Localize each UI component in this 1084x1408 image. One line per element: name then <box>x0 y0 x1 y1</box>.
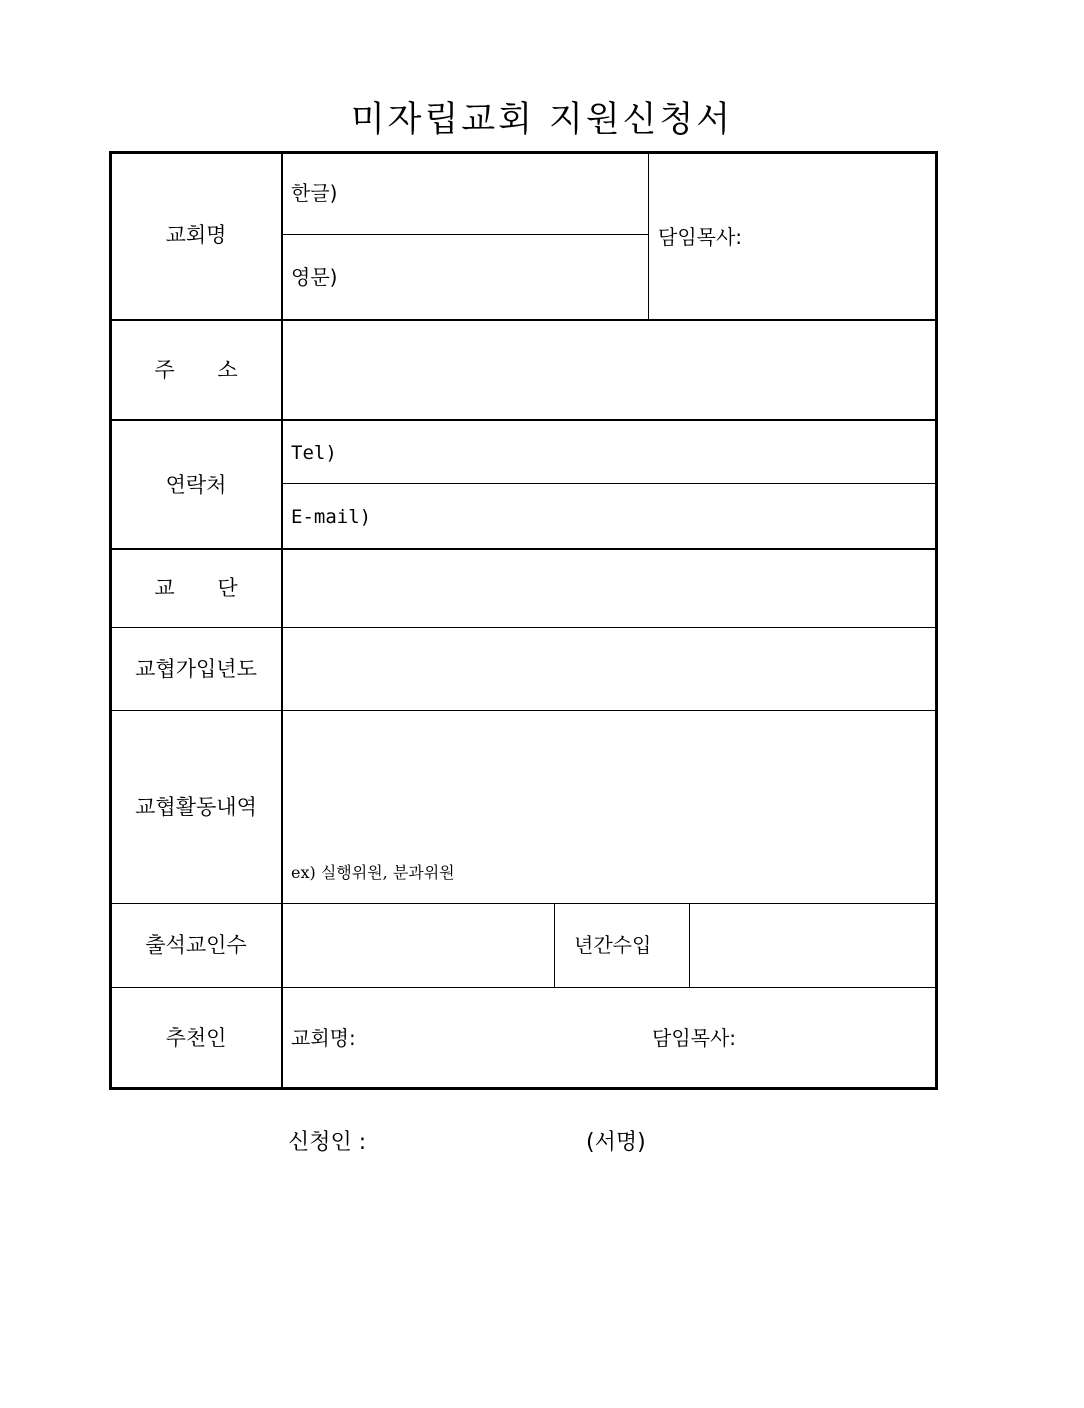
church-name-label: 교회명 <box>165 223 227 247</box>
activities-label: 교협활동내역 <box>135 795 257 819</box>
row-divider <box>109 419 938 421</box>
address-label: 주 소 <box>154 358 256 382</box>
denomination-label: 교 단 <box>154 576 256 600</box>
row-divider <box>109 319 938 321</box>
row-divider <box>109 710 938 711</box>
church-pastor-divider <box>648 151 649 320</box>
church-pastor: 담임목사: <box>658 225 743 249</box>
contact-tel: Tel) <box>291 442 337 464</box>
attendance-divider <box>554 903 555 987</box>
church-name-english: 영문) <box>291 265 338 289</box>
income-divider <box>689 903 690 987</box>
row-divider <box>109 627 938 628</box>
contact-divider <box>282 483 938 484</box>
church-name-divider <box>282 234 648 235</box>
contact-email: E-mail) <box>291 506 372 528</box>
recommender-label: 추천인 <box>165 1026 227 1050</box>
income-label: 년간수입 <box>574 933 652 957</box>
form-title: 미자립교회 지원신청서 <box>350 100 734 140</box>
recommender-church: 교회명: <box>291 1026 356 1050</box>
label-column-divider <box>281 151 283 1090</box>
attendance-label: 출석교인수 <box>145 933 247 957</box>
recommender-pastor: 담임목사: <box>652 1026 737 1050</box>
applicant-label: 신청인 : <box>288 1130 367 1155</box>
contact-label: 연락처 <box>165 473 227 497</box>
activities-example: ex) 실행위원, 분과위원 <box>291 863 455 882</box>
row-divider <box>109 548 938 550</box>
signature-mark: (서명) <box>586 1130 646 1155</box>
row-divider <box>109 987 938 988</box>
church-name-korean: 한글) <box>291 181 338 205</box>
join-year-label: 교협가입년도 <box>135 657 257 681</box>
row-divider <box>109 903 938 904</box>
